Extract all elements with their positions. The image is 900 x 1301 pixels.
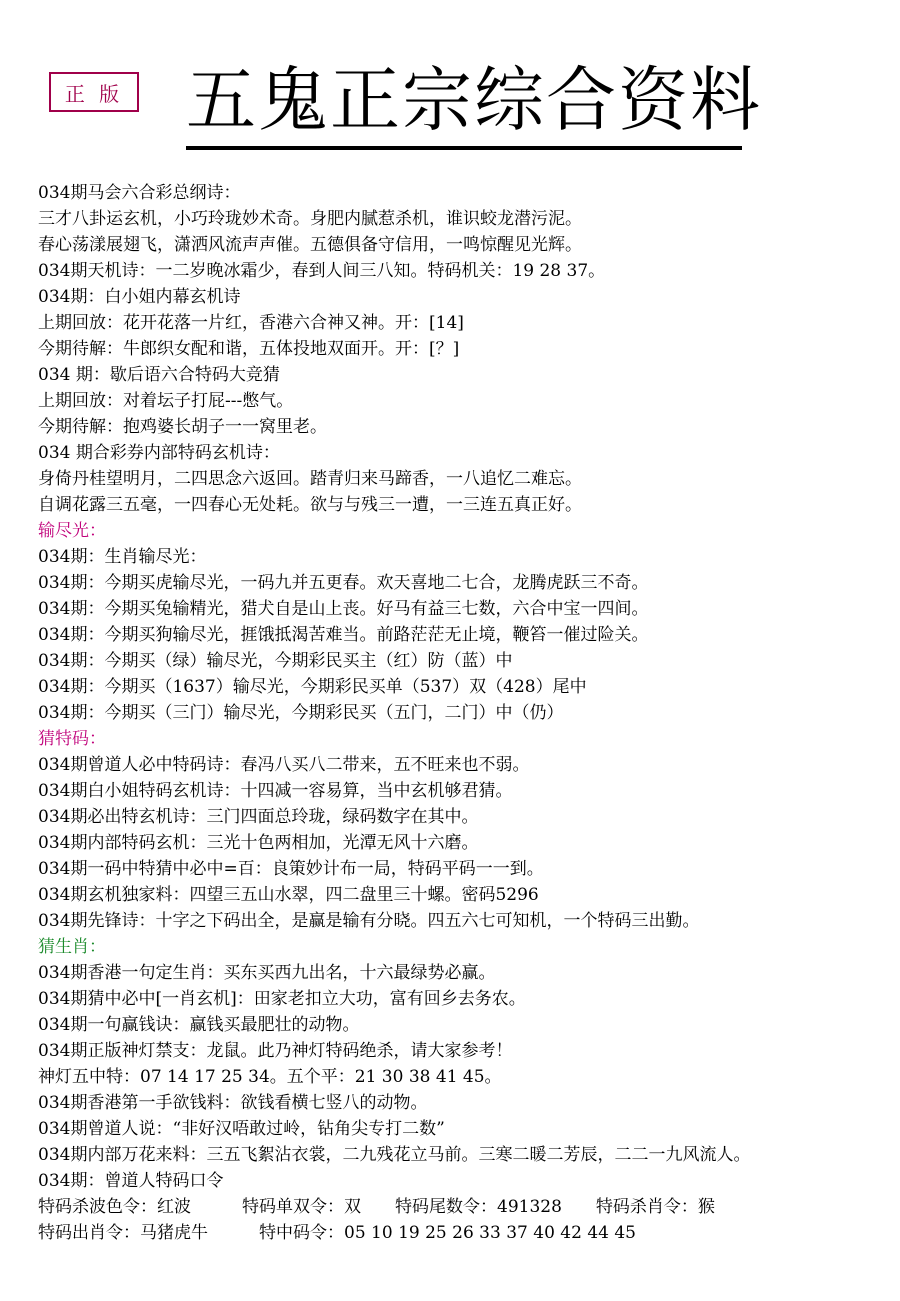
text-line: 034期：今期买虎输尽光，一码九并五更春。欢天喜地二七合，龙腾虎跃三不奇。 [38, 573, 649, 593]
text-line: 自调花露三五毫，一四春心无处耗。欲与与残三一遭，一三连五真正好。 [38, 495, 582, 515]
text-line: 特码出肖令：马猪虎牛 特中码令：05 10 19 25 26 33 37 40 42 44 45 [38, 1223, 636, 1243]
text-line: 034期天机诗：一二岁晚冰霜少，春到人间三八知。特码机关：19 28 37。 [38, 261, 606, 281]
text-line: 034期：今期买兔输精光，猎犬自是山上丧。好马有益三七数，六合中宝一四间。 [38, 599, 649, 619]
text-line: 今期待解：抱鸡婆长胡子一一窝里老。 [38, 417, 327, 437]
text-line: 034期正版神灯禁支：龙鼠。此乃神灯特码绝杀，请大家参考！ [38, 1041, 513, 1061]
text-line: 上期回放：对着坛子打屁---憋气。 [38, 391, 294, 411]
text-line: 今期待解：牛郎织女配和谐，五体投地双面开。开：[？] [38, 339, 460, 359]
text-line: 034期香港第一手欲钱料：欲钱看横七竖八的动物。 [38, 1093, 428, 1113]
content-body [38, 180, 888, 1246]
text-line: 034期内部特码玄机：三光十色两相加，光潭无风十六磨。 [38, 833, 479, 853]
text-line: 034期猜中必中[一肖玄机]：田家老扣立大功，富有回乡去务农。 [38, 989, 526, 1009]
genuine-badge: 正 版 [49, 72, 139, 112]
text-line: 034期：今期买（绿）输尽光，今期彩民买主（红）防（蓝）中 [38, 651, 513, 671]
text-line: 034期玄机独家料：四望三五山水翠，四二盘里三十螺。密码5296 [38, 885, 539, 905]
text-line: 034期内部万花来料：三五飞絮沾衣裳，二九残花立马前。三寒二暖二芳辰，二二一九风流人。 [38, 1145, 751, 1165]
text-line: 034期一码中特猜中必中=百：良策妙计布一局，特码平码一一到。 [38, 859, 544, 879]
text-line: 春心荡漾展翅飞，潇洒风流声声催。五德俱备守信用，一鸣惊醒见光辉。 [38, 235, 582, 255]
text-line: 034 期合彩券内部特码玄机诗： [38, 443, 280, 463]
text-line: 034期：今期买（1637）输尽光，今期彩民买单（537）双（428）尾中 [38, 677, 587, 697]
text-line: 神灯五中特：07 14 17 25 34。五个平：21 30 38 41 45。 [38, 1067, 502, 1087]
title-block [186, 58, 762, 150]
text-line: 034期曾道人说：“非好汉唔敢过岭，钻角尖专打二数” [38, 1119, 445, 1139]
text-line: 034期白小姐特码玄机诗：十四减一容易算，当中玄机够君猜。 [38, 781, 513, 801]
text-line: 034期一句赢钱诀：赢钱买最肥壮的动物。 [38, 1015, 360, 1035]
text-line: 034期：今期买狗输尽光，捱饿抵渴苦难当。前路茫茫无止境，鞭笞一催过险关。 [38, 625, 649, 645]
text-line: 034期曾道人必中特码诗：春冯八买八二带来，五不旺来也不弱。 [38, 755, 530, 775]
text-line: 034期：白小姐内幕玄机诗 [38, 287, 241, 307]
text-line: 三才八卦运玄机，小巧玲珑妙术奇。身肥内腻惹杀机，谁识蛟龙潜污泥。 [38, 209, 582, 229]
page-title: 五鬼正宗综合资料 [186, 59, 762, 141]
text-line: 034期必出特玄机诗：三门四面总玲珑，绿码数字在其中。 [38, 807, 479, 827]
text-line: 034期香港一句定生肖：买东买西九出名，十六最绿势必赢。 [38, 963, 496, 983]
text-line: 034期：今期买（三门）输尽光，今期彩民买（五门，二门）中（仍） [38, 703, 564, 723]
title-underline [186, 146, 742, 150]
text-line: 034期先锋诗：十字之下码出全，是赢是输有分晓。四五六七可知机，一个特码三出勤。 [38, 911, 700, 931]
section-heading: 猜特码： [38, 729, 106, 749]
text-line: 特码杀波色令：红波 特码单双令：双 特码尾数令：491328 特码杀肖令：猴 [38, 1197, 715, 1217]
text-line: 034期：曾道人特码口令 [38, 1171, 224, 1191]
text-line: 034期：生肖输尽光： [38, 547, 207, 567]
section-heading: 猜生肖： [38, 937, 106, 957]
text-line: 身倚丹桂望明月，二四思念六返回。踏青归来马蹄香，一八追忆二难忘。 [38, 469, 582, 489]
text-line: 034期马会六合彩总纲诗： [38, 183, 241, 203]
text-line: 上期回放：花开花落一片红，香港六合神又神。开：[14] [38, 313, 464, 333]
section-heading: 输尽光： [38, 521, 106, 541]
text-line: 034 期：歇后语六合特码大竞猜 [38, 365, 280, 385]
